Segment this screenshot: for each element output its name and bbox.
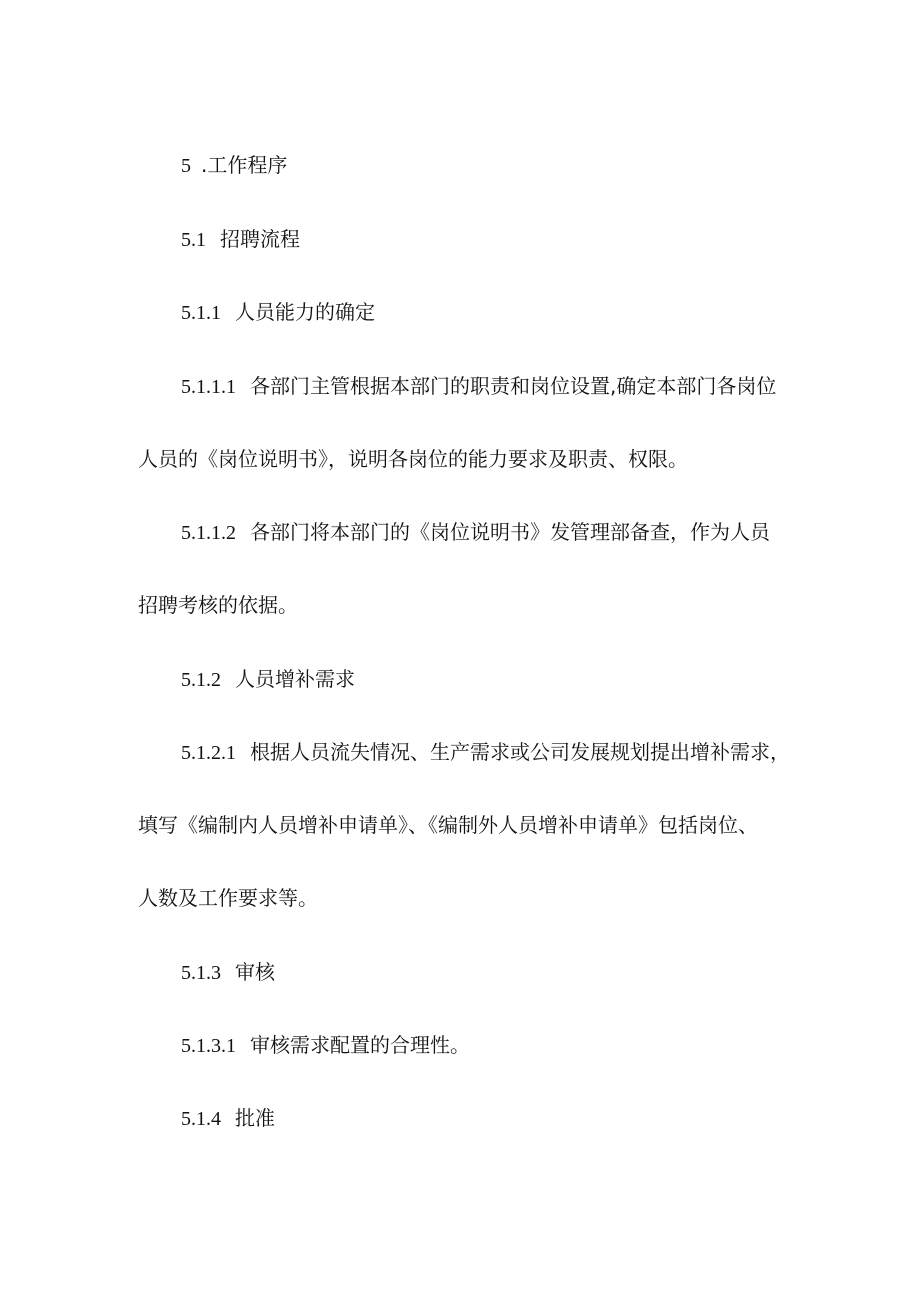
paragraph-continuation: 人数及工作要求等。: [138, 886, 318, 910]
section-title: .工作程序: [201, 153, 288, 177]
paragraph-text: 审核需求配置的合理性。: [250, 1033, 470, 1057]
paragraph-5-1-1-1: [181, 372, 776, 401]
section-title: 招聘流程: [220, 227, 300, 251]
paragraph-5-1-3-1: [181, 1031, 470, 1060]
section-number: 5.1.2.1: [181, 742, 236, 764]
section-heading-5-1-2: [181, 665, 355, 694]
section-title: 审核: [235, 960, 275, 984]
paragraph-text: 根据人员流失情况、生产需求或公司发展规划提出增补需求，: [250, 740, 790, 764]
paragraph-text: 各部门将本部门的《岗位说明书》发管理部备查，作为人员: [250, 520, 770, 544]
paragraph-continuation: 填写《编制内人员增补申请单》、《编制外人员增补申请单》包括岗位、: [138, 813, 758, 837]
paragraph-5-1-1-2: [181, 518, 770, 547]
section-title: 人员能力的确定: [235, 300, 375, 324]
section-number: 5.1.3.1: [181, 1035, 236, 1057]
section-number: 5.1.3: [181, 962, 221, 984]
section-number: 5.1.1.1: [181, 376, 236, 398]
paragraph-continuation: 人员的《岗位说明书》，说明各岗位的能力要求及职责、权限。: [138, 447, 688, 471]
section-number: 5.1.2: [181, 669, 221, 691]
section-heading-5-1-3: [181, 958, 275, 987]
paragraph-continuation: 招聘考核的依据。: [138, 593, 298, 617]
section-number: 5.1.1.2: [181, 522, 236, 544]
section-number: 5: [181, 155, 191, 177]
section-number: 5.1: [181, 229, 206, 251]
section-heading-5-1-4: [181, 1104, 275, 1133]
section-heading-5-1-1: [181, 298, 375, 327]
section-title: 人员增补需求: [235, 667, 355, 691]
paragraph-5-1-2-1: [181, 738, 790, 767]
paragraph-text: 各部门主管根据本部门的职责和岗位设置,确定本部门各岗位: [250, 374, 777, 398]
section-heading-5-1: [181, 225, 300, 254]
section-heading-5: [181, 151, 287, 180]
section-number: 5.1.4: [181, 1108, 221, 1130]
section-title: 批准: [235, 1106, 275, 1130]
section-number: 5.1.1: [181, 302, 221, 324]
